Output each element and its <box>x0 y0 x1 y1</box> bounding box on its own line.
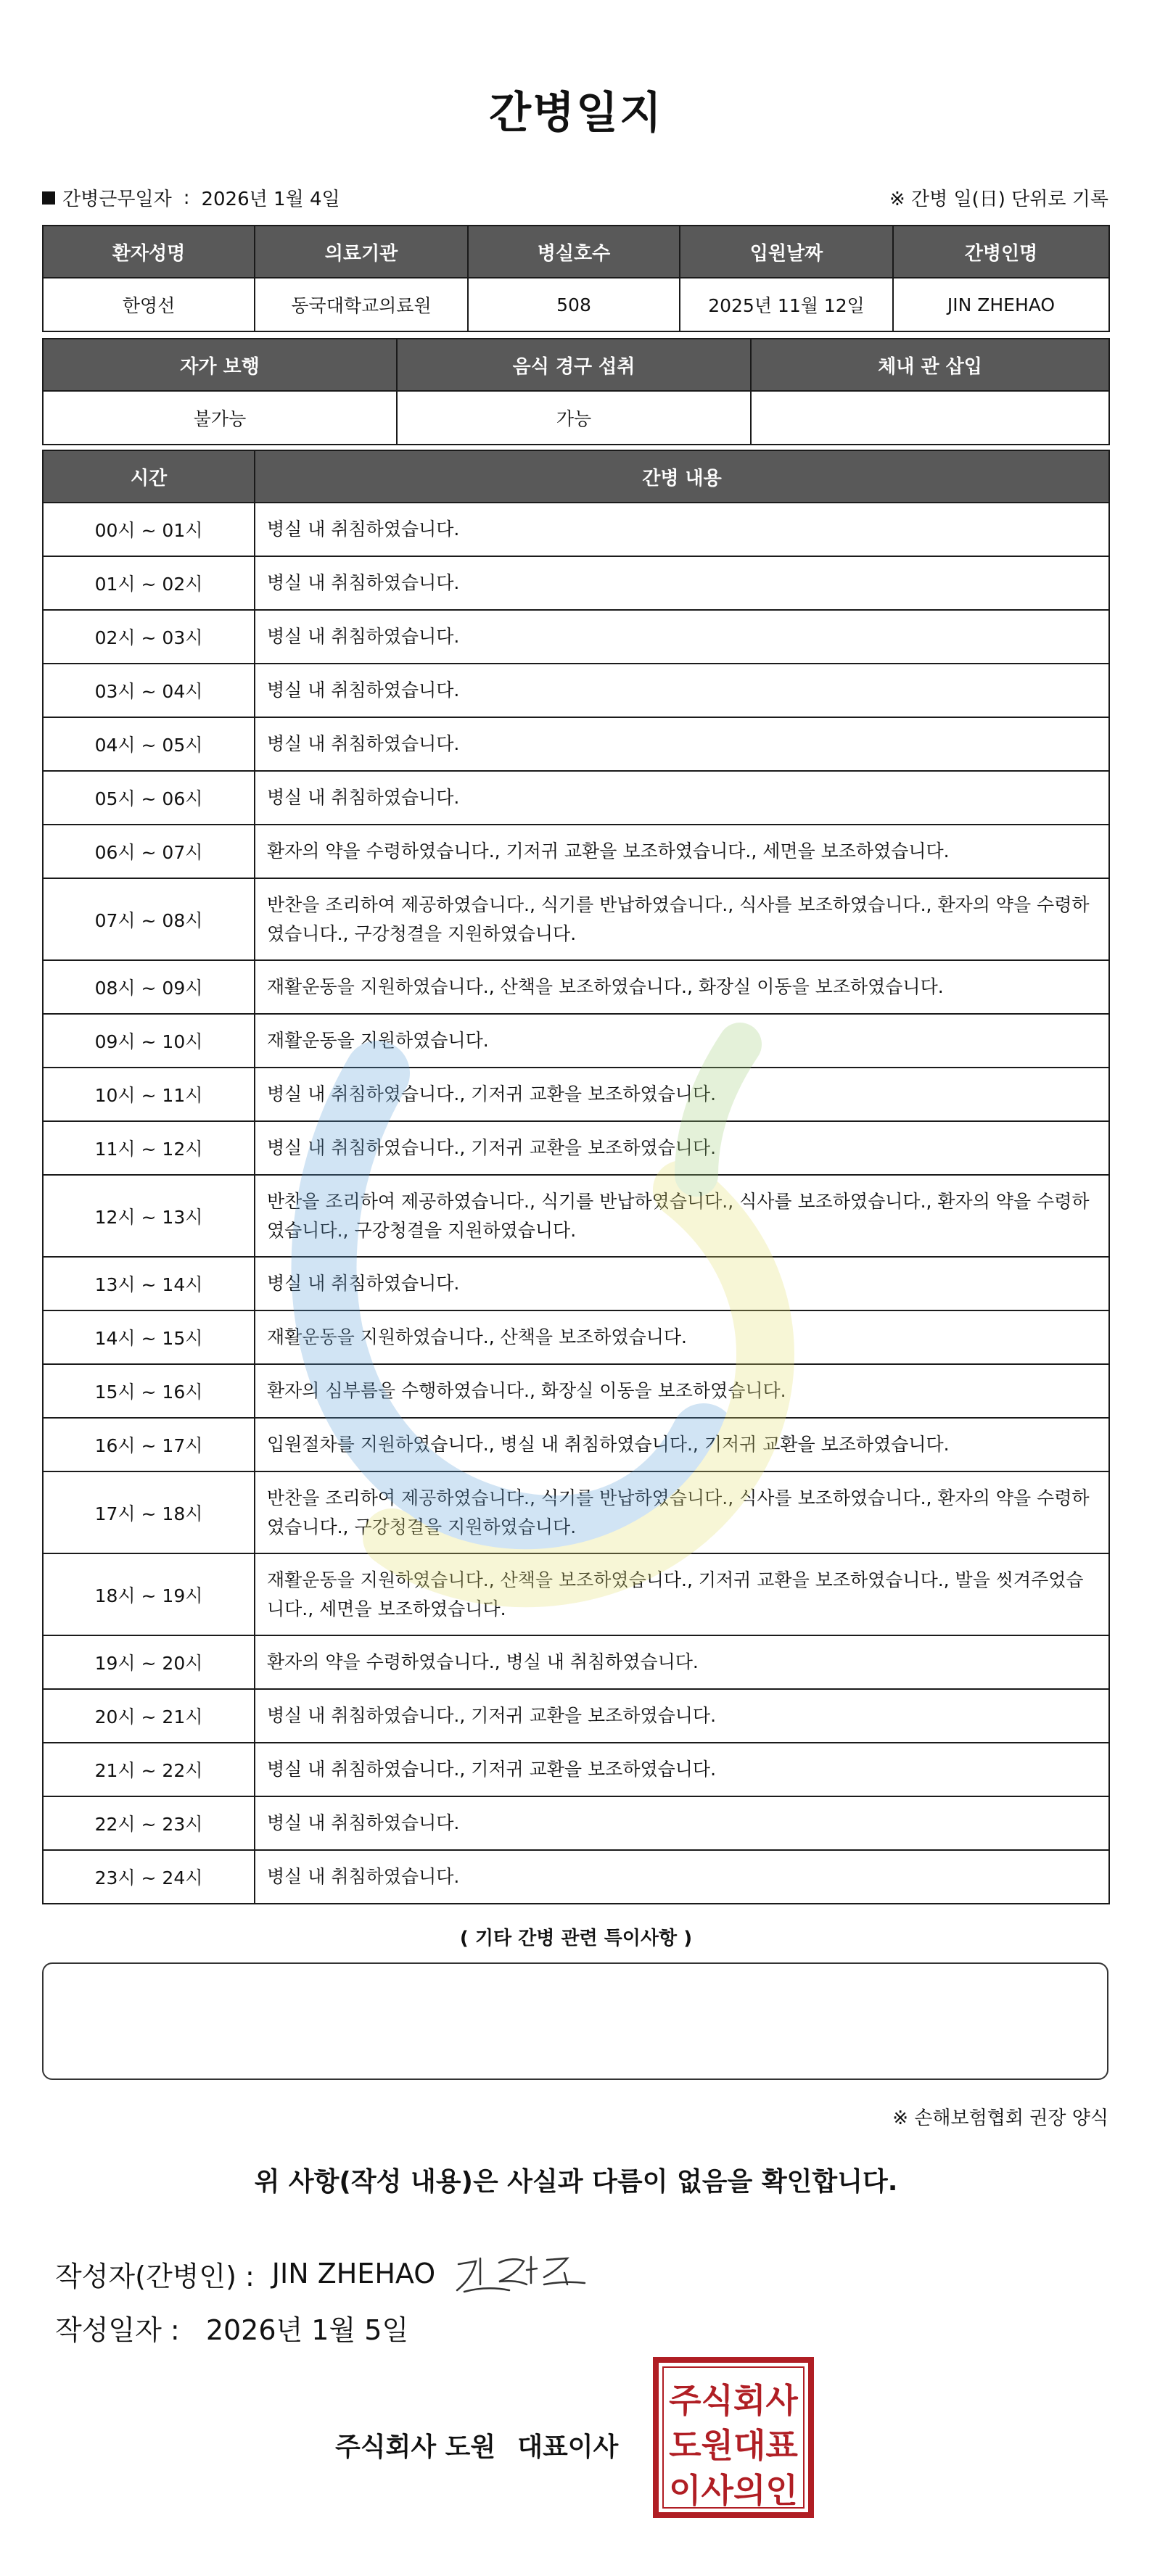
log-content: 환자의 약을 수령하였습니다., 기저귀 교환을 보조하였습니다., 세면을 보조하였습니다. <box>255 825 1109 878</box>
log-content: 병실 내 취침하였습니다., 기저귀 교환을 보조하였습니다. <box>255 1121 1109 1175</box>
table-row <box>43 1635 1109 1689</box>
table-row <box>43 1796 1109 1850</box>
log-content: 병실 내 취침하였습니다. <box>255 1796 1109 1850</box>
log-content: 입원절차를 지원하였습니다., 병실 내 취침하였습니다., 기저귀 교환을 보조하였습니다. <box>255 1418 1109 1471</box>
log-content: 병실 내 취침하였습니다. <box>255 717 1109 771</box>
square-bullet-icon <box>42 191 55 205</box>
table-row <box>43 1743 1109 1796</box>
table-row <box>43 771 1109 825</box>
special-notes-box <box>42 1962 1108 2080</box>
write-date-line <box>55 2308 408 2348</box>
care-log-header-row <box>43 450 1109 503</box>
patient-info-table <box>42 225 1110 332</box>
caregiver-name: JIN ZHEHAO <box>893 278 1109 331</box>
table-row <box>43 1068 1109 1121</box>
self-walking-value: 불가능 <box>43 391 397 445</box>
writer-line <box>55 2248 589 2299</box>
log-content: 재활운동을 지원하였습니다., 산책을 보조하였습니다., 화장실 이동을 보조하였습니다. <box>255 960 1109 1014</box>
log-time: 13시 ~ 14시 <box>43 1257 255 1310</box>
log-time: 02시 ~ 03시 <box>43 610 255 664</box>
log-time: 10시 ~ 11시 <box>43 1068 255 1121</box>
log-time: 09시 ~ 10시 <box>43 1014 255 1068</box>
patient-name: 한영선 <box>43 278 255 331</box>
header-time: 시간 <box>43 450 255 503</box>
table-row <box>43 1553 1109 1635</box>
log-content: 반찬을 조리하여 제공하였습니다., 식기를 반납하였습니다., 식사를 보조하였습니다., 환자의 약을 수령하였습니다., 구강청결을 지원하였습니다. <box>255 1471 1109 1553</box>
header-tube-insertion: 체내 관 삽입 <box>751 339 1109 391</box>
work-date-separator: : <box>183 186 190 209</box>
header-care-content: 간병 내용 <box>255 450 1109 503</box>
log-time: 05시 ~ 06시 <box>43 771 255 825</box>
log-time: 21시 ~ 22시 <box>43 1743 255 1796</box>
log-time: 03시 ~ 04시 <box>43 664 255 717</box>
table-row <box>43 717 1109 771</box>
log-content: 재활운동을 지원하였습니다., 산책을 보조하였습니다., 기저귀 교환을 보조하였습니다., 발을 씻겨주었습니다., 세면을 보조하였습니다. <box>255 1553 1109 1635</box>
tube-insertion-value <box>751 391 1109 445</box>
log-content: 병실 내 취침하였습니다. <box>255 503 1109 556</box>
log-time: 22시 ~ 23시 <box>43 1796 255 1850</box>
table-row <box>43 1014 1109 1068</box>
log-content: 병실 내 취침하였습니다., 기저귀 교환을 보조하였습니다. <box>255 1689 1109 1743</box>
room-number: 508 <box>468 278 680 331</box>
log-content: 병실 내 취침하였습니다., 기저귀 교환을 보조하였습니다. <box>255 1068 1109 1121</box>
work-date-value: 2026년 1월 4일 <box>201 189 340 210</box>
table-row <box>43 1175 1109 1257</box>
log-content: 병실 내 취침하였습니다. <box>255 1257 1109 1310</box>
patient-condition-table <box>42 338 1110 445</box>
condition-header-row <box>43 339 1109 391</box>
confirmation-statement: 위 사항(작성 내용)은 사실과 다름이 없음을 확인합니다. <box>254 2167 898 2197</box>
recommended-form-note: ※ 손해보험협회 권장 양식 <box>892 2108 1108 2129</box>
table-row <box>43 610 1109 664</box>
log-content: 병실 내 취침하였습니다. <box>255 664 1109 717</box>
header-hospital: 의료기관 <box>255 226 468 278</box>
header-oral-intake: 음식 경구 섭취 <box>397 339 751 391</box>
log-content: 병실 내 취침하였습니다. <box>255 556 1109 610</box>
header-room-number: 병실호수 <box>468 226 680 278</box>
log-content: 재활운동을 지원하였습니다. <box>255 1014 1109 1068</box>
care-log-table <box>42 450 1110 1904</box>
log-content: 병실 내 취침하였습니다., 기저귀 교환을 보조하였습니다. <box>255 1743 1109 1796</box>
table-row <box>43 1850 1109 1904</box>
table-row <box>43 556 1109 610</box>
work-date-label: 간병근무일자 <box>62 189 172 210</box>
log-time: 12시 ~ 13시 <box>43 1175 255 1257</box>
write-date-label: 작성일자 : <box>55 2314 180 2346</box>
log-content: 병실 내 취침하였습니다. <box>255 610 1109 664</box>
table-row <box>43 1471 1109 1553</box>
care-log-body <box>43 503 1109 1904</box>
header-self-walking: 자가 보행 <box>43 339 397 391</box>
table-row <box>43 825 1109 878</box>
hospital-name: 동국대학교의료원 <box>255 278 468 331</box>
log-content: 환자의 약을 수령하였습니다., 병실 내 취침하였습니다. <box>255 1635 1109 1689</box>
header-admission-date: 입원날짜 <box>680 226 893 278</box>
page-title: 간병일지 <box>489 88 663 139</box>
table-row <box>43 1689 1109 1743</box>
condition-value-row <box>43 391 1109 445</box>
log-time: 14시 ~ 15시 <box>43 1310 255 1364</box>
log-time: 04시 ~ 05시 <box>43 717 255 771</box>
work-date-row <box>42 184 1108 211</box>
table-row <box>43 664 1109 717</box>
seal-line-1: 주식회사 <box>669 2381 798 2420</box>
table-row <box>43 503 1109 556</box>
company-line <box>335 2427 618 2464</box>
company-name: 주식회사 도원 <box>335 2432 496 2462</box>
write-date-value: 2026년 1월 5일 <box>205 2314 409 2346</box>
log-time: 18시 ~ 19시 <box>43 1553 255 1635</box>
writer-label: 작성자(간병인) : <box>55 2260 255 2292</box>
table-row <box>43 1121 1109 1175</box>
special-notes-title: ( 기타 간병 관련 특이사항 ) <box>459 1928 693 1949</box>
log-time: 07시 ~ 08시 <box>43 878 255 960</box>
log-content: 반찬을 조리하여 제공하였습니다., 식기를 반납하였습니다., 식사를 보조하였습니다., 환자의 약을 수령하였습니다., 구강청결을 지원하였습니다. <box>255 878 1109 960</box>
special-notes-text <box>44 1964 1107 1987</box>
log-time: 16시 ~ 17시 <box>43 1418 255 1471</box>
company-seal-icon <box>651 2356 815 2519</box>
oral-intake-value: 가능 <box>397 391 751 445</box>
table-row <box>43 1364 1109 1418</box>
log-time: 17시 ~ 18시 <box>43 1471 255 1553</box>
log-time: 23시 ~ 24시 <box>43 1850 255 1904</box>
patient-info-header-row <box>43 226 1109 278</box>
patient-info-value-row <box>43 278 1109 331</box>
table-row <box>43 1418 1109 1471</box>
log-time: 19시 ~ 20시 <box>43 1635 255 1689</box>
work-date <box>42 184 340 211</box>
log-time: 01시 ~ 02시 <box>43 556 255 610</box>
log-time: 06시 ~ 07시 <box>43 825 255 878</box>
log-time: 20시 ~ 21시 <box>43 1689 255 1743</box>
log-time: 08시 ~ 09시 <box>43 960 255 1014</box>
table-row <box>43 1257 1109 1310</box>
log-time: 11시 ~ 12시 <box>43 1121 255 1175</box>
representative-title: 대표이사 <box>517 2432 619 2462</box>
admission-date: 2025년 11월 12일 <box>680 278 893 331</box>
log-content: 병실 내 취침하였습니다. <box>255 1850 1109 1904</box>
log-content: 병실 내 취침하였습니다. <box>255 771 1109 825</box>
header-caregiver-name: 간병인명 <box>893 226 1109 278</box>
log-content: 재활운동을 지원하였습니다., 산책을 보조하였습니다. <box>255 1310 1109 1364</box>
seal-line-2: 도원대표 <box>669 2426 798 2465</box>
record-unit-note: ※ 간병 일(日) 단위로 기록 <box>889 189 1108 210</box>
header-patient-name: 환자성명 <box>43 226 255 278</box>
handwritten-signature-icon <box>451 2248 589 2299</box>
table-row <box>43 1310 1109 1364</box>
table-row <box>43 960 1109 1014</box>
log-time: 00시 ~ 01시 <box>43 503 255 556</box>
log-time: 15시 ~ 16시 <box>43 1364 255 1418</box>
log-content: 환자의 심부름을 수행하였습니다., 화장실 이동을 보조하였습니다. <box>255 1364 1109 1418</box>
table-row <box>43 878 1109 960</box>
writer-name: JIN ZHEHAO <box>271 2258 436 2290</box>
seal-line-3: 이사의인 <box>669 2471 798 2510</box>
log-content: 반찬을 조리하여 제공하였습니다., 식기를 반납하였습니다., 식사를 보조하였습니다., 환자의 약을 수령하였습니다., 구강청결을 지원하였습니다. <box>255 1175 1109 1257</box>
